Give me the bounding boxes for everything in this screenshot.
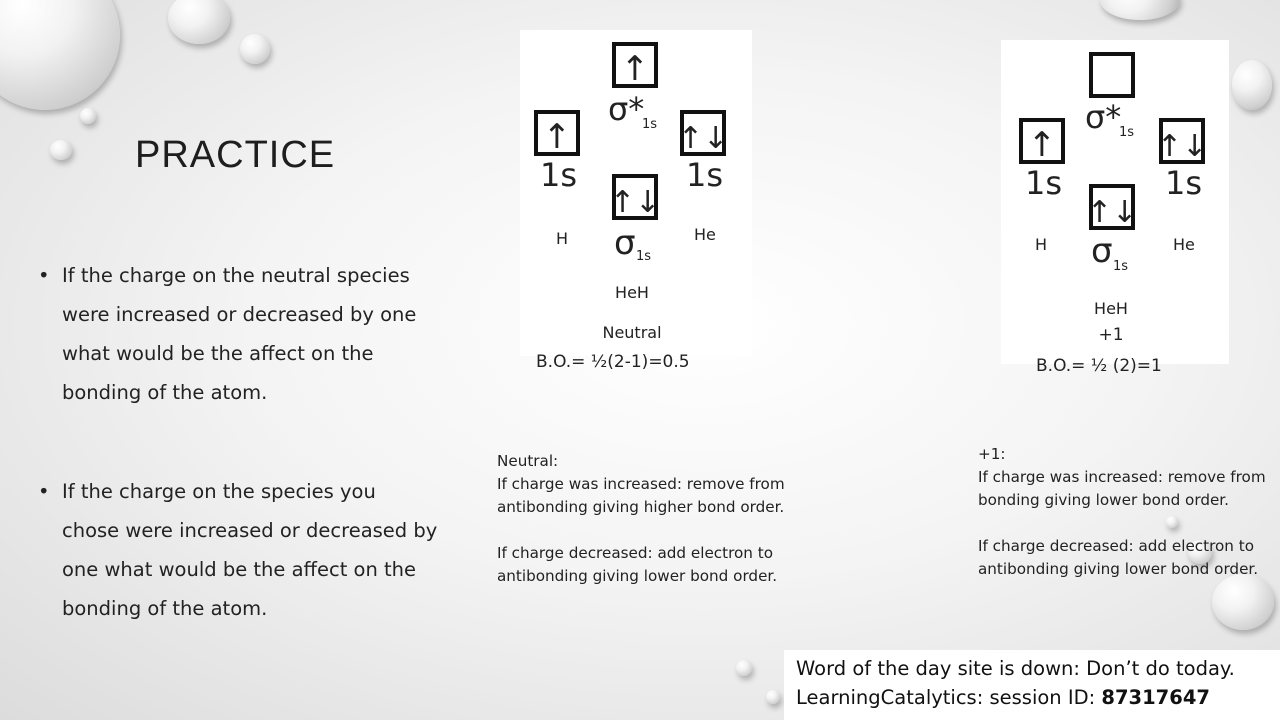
antibonding-subscript: 1s — [1119, 125, 1135, 140]
banner-line-1: Word of the day site is down: Don’t do today. — [796, 657, 1235, 680]
bonding-subscript: 1s — [636, 249, 652, 264]
left-electrons: ↑ — [542, 117, 572, 157]
right-electrons: ↑↓ — [677, 121, 729, 156]
antibonding-label: σ* — [1085, 98, 1122, 136]
note-heading: Neutral: — [497, 452, 559, 470]
water-droplet-decoration — [80, 108, 96, 124]
molecule-label: HeH — [615, 283, 649, 302]
bullet-list — [38, 256, 438, 628]
water-droplet-decoration — [50, 140, 72, 160]
left-electrons: ↑ — [1027, 125, 1057, 165]
note-heading: +1: — [978, 445, 1006, 463]
mo-diagram-neutral — [520, 30, 752, 356]
banner-line-2 — [796, 683, 1280, 712]
antibonding-orbital-box — [1091, 54, 1133, 96]
notes-cation — [978, 443, 1268, 581]
note-decrease: If charge decreased: add electron to antibonding giving lower bond order. — [497, 544, 778, 585]
left-orbital-label: 1s — [1025, 164, 1063, 202]
bonding-electrons: ↑↓ — [609, 185, 661, 220]
right-orbital-label: 1s — [686, 156, 724, 194]
water-droplet-decoration — [736, 660, 752, 676]
bonding-electrons: ↑↓ — [1086, 195, 1138, 230]
mo-diagram-cation — [1001, 40, 1229, 364]
antibonding-electrons: ↑ — [620, 49, 650, 89]
water-droplet-decoration — [0, 0, 120, 110]
left-atom-label: H — [556, 229, 569, 248]
water-droplet-decoration — [240, 34, 270, 64]
bond-order-neutral: B.O.= ½(2-1)=0.5 — [536, 352, 690, 372]
bonding-label: σ — [1091, 231, 1113, 271]
bonding-label: σ — [614, 223, 636, 263]
bullet-item: • If the charge on the species you chose were increased or decreased by one what would be the affect on the bonding of the atom. — [38, 472, 438, 628]
bonding-subscript: 1s — [1113, 259, 1129, 274]
antibonding-subscript: 1s — [642, 117, 658, 132]
water-droplet-decoration — [1232, 60, 1272, 110]
notes-neutral — [497, 450, 787, 588]
antibonding-label: σ* — [608, 90, 645, 128]
water-droplet-decoration — [1100, 0, 1180, 20]
left-orbital-label: 1s — [540, 156, 578, 194]
bullet-item: • If the charge on the neutral species were increased or decreased by one what would be the affect on the bonding of the atom. — [38, 256, 438, 412]
charge-label: +1 — [1098, 325, 1124, 345]
molecule-label: HeH — [1094, 299, 1128, 318]
note-increase: If charge was increased: remove from antibonding giving higher bond order. — [497, 475, 785, 516]
right-atom-label: He — [694, 225, 716, 244]
water-droplet-decoration — [766, 690, 780, 704]
charge-label: Neutral — [602, 323, 662, 342]
note-decrease: If charge decreased: add electron to antibonding giving lower bond order. — [978, 537, 1259, 578]
session-id: 87317647 — [1101, 686, 1210, 709]
left-atom-label: H — [1035, 235, 1048, 254]
right-atom-label: He — [1173, 235, 1195, 254]
note-increase: If charge was increased: remove from bonding giving lower bond order. — [978, 468, 1266, 509]
water-droplet-decoration — [1212, 574, 1274, 630]
slide-title: PRACTICE — [135, 134, 336, 176]
water-droplet-decoration — [168, 0, 230, 44]
right-orbital-label: 1s — [1165, 164, 1203, 202]
bond-order-cation: B.O.= ½ (2)=1 — [1036, 356, 1162, 376]
right-electrons: ↑↓ — [1156, 129, 1208, 164]
banner-session-prefix: LearningCatalytics: session ID: — [796, 686, 1102, 709]
announcement-banner — [784, 650, 1280, 720]
